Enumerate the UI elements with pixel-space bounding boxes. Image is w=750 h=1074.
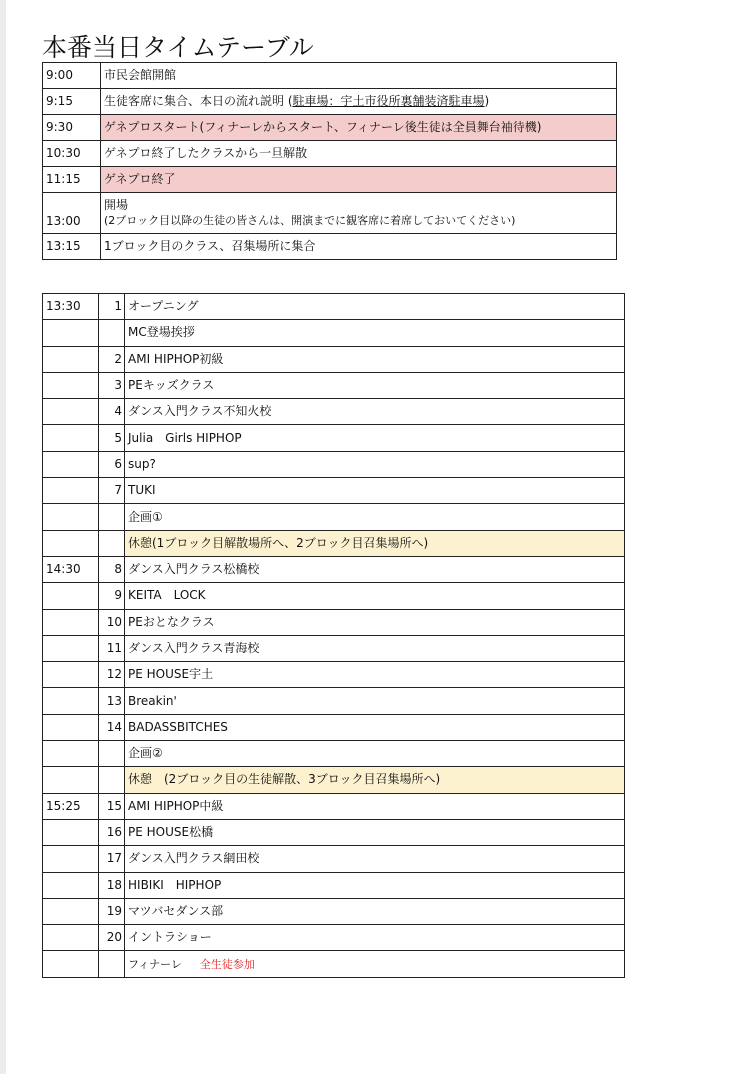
- order-number-cell: 8: [99, 556, 125, 582]
- time-cell: [43, 399, 99, 425]
- program-table: [42, 293, 625, 978]
- order-number-cell: 18: [99, 872, 125, 898]
- time-cell: 15:25: [43, 793, 99, 819]
- program-cell: ダンス入門クラス網田校: [125, 846, 625, 872]
- program-cell: HIBIKI HIPHOP: [125, 872, 625, 898]
- order-number-cell: [99, 530, 125, 556]
- table-row: [43, 425, 625, 451]
- time-cell: [43, 688, 99, 714]
- order-number-cell: 7: [99, 478, 125, 504]
- program-cell: ダンス入門クラス青海校: [125, 635, 625, 661]
- description-line: 開場: [104, 198, 129, 212]
- time-cell: 13:15: [43, 234, 101, 260]
- table-row: [43, 846, 625, 872]
- time-cell: [43, 741, 99, 767]
- program-cell: 休憩 (2ブロック目の生徒解散、3ブロック目召集場所へ): [125, 767, 625, 793]
- table-row: [43, 294, 625, 320]
- time-cell: [43, 425, 99, 451]
- document-page: [6, 0, 750, 1074]
- order-number-cell: 20: [99, 925, 125, 951]
- time-cell: [43, 346, 99, 372]
- order-number-cell: 19: [99, 898, 125, 924]
- order-number-cell: 15: [99, 793, 125, 819]
- table-row: [43, 819, 625, 845]
- program-cell: ダンス入門クラス不知火校: [125, 399, 625, 425]
- table-row: [43, 478, 625, 504]
- time-cell: [43, 662, 99, 688]
- table-row: [43, 898, 625, 924]
- table-row: [43, 504, 625, 530]
- program-cell: AMI HIPHOP中級: [125, 793, 625, 819]
- description-cell: ゲネプロスタート(フィナーレからスタート、フィナーレ後生徒は全員舞台袖待機): [101, 115, 617, 141]
- order-number-cell: 5: [99, 425, 125, 451]
- description-text-end: ): [484, 94, 490, 108]
- time-cell: [43, 819, 99, 845]
- table-row: [43, 320, 625, 346]
- program-cell: MC登場挨拶: [125, 320, 625, 346]
- program-cell: PEキッズクラス: [125, 372, 625, 398]
- order-number-cell: [99, 951, 125, 977]
- program-cell: [125, 951, 625, 977]
- order-number-cell: [99, 741, 125, 767]
- description-text: 生徒客席に集合、本日の流れ説明 (: [104, 94, 293, 108]
- table-row: [43, 167, 617, 193]
- table-row: [43, 234, 617, 260]
- order-number-cell: [99, 767, 125, 793]
- time-cell: 9:00: [43, 63, 101, 89]
- table-row: [43, 635, 625, 661]
- program-cell: AMI HIPHOP初級: [125, 346, 625, 372]
- program-cell: sup?: [125, 451, 625, 477]
- time-cell: 10:30: [43, 141, 101, 167]
- time-cell: 14:30: [43, 556, 99, 582]
- time-cell: [43, 609, 99, 635]
- table-row: [43, 662, 625, 688]
- order-number-cell: 12: [99, 662, 125, 688]
- order-number-cell: 3: [99, 372, 125, 398]
- time-cell: 13:30: [43, 294, 99, 320]
- program-cell: PE HOUSE松橋: [125, 819, 625, 845]
- table-row: [43, 925, 625, 951]
- description-cell: ゲネプロ終了したクラスから一旦解散: [101, 141, 617, 167]
- program-cell: 企画②: [125, 741, 625, 767]
- table-row: [43, 793, 625, 819]
- program-name: フィナーレ: [128, 957, 182, 971]
- time-cell: [43, 372, 99, 398]
- program-cell: ダンス入門クラス松橋校: [125, 556, 625, 582]
- table-row: [43, 767, 625, 793]
- program-cell: 休憩(1ブロック目解散場所へ、2ブロック目召集場所へ): [125, 530, 625, 556]
- time-cell: [43, 320, 99, 346]
- table-row: [43, 609, 625, 635]
- table-row: [43, 872, 625, 898]
- time-cell: [43, 635, 99, 661]
- order-number-cell: 10: [99, 609, 125, 635]
- table-row: [43, 583, 625, 609]
- order-number-cell: 13: [99, 688, 125, 714]
- description-line: (2ブロック目以降の生徒の皆さんは、開演までに観客席に着席しておいてください): [104, 214, 516, 227]
- order-number-cell: [99, 320, 125, 346]
- program-cell: PEおとなクラス: [125, 609, 625, 635]
- table-row: [43, 115, 617, 141]
- table-row: [43, 63, 617, 89]
- program-cell: マツバセダンス部: [125, 898, 625, 924]
- program-cell: PE HOUSE宇土: [125, 662, 625, 688]
- program-cell: オープニング: [125, 294, 625, 320]
- finale-note: 全生徒参加: [199, 957, 255, 971]
- table-row: [43, 530, 625, 556]
- program-cell: KEITA LOCK: [125, 583, 625, 609]
- time-cell: [43, 504, 99, 530]
- table-row: [43, 556, 625, 582]
- table-row: [43, 372, 625, 398]
- order-number-cell: 14: [99, 714, 125, 740]
- time-cell: [43, 530, 99, 556]
- time-cell: [43, 898, 99, 924]
- table-row: [43, 951, 625, 977]
- table-row: [43, 741, 625, 767]
- parking-note: 駐車場：宇土市役所裏舗装済駐車場: [292, 94, 485, 108]
- table-row: [43, 89, 617, 115]
- description-cell: [101, 193, 617, 234]
- time-cell: [43, 872, 99, 898]
- order-number-cell: 17: [99, 846, 125, 872]
- table-row: [43, 193, 617, 234]
- time-cell: [43, 583, 99, 609]
- time-cell: [43, 925, 99, 951]
- time-cell: [43, 451, 99, 477]
- time-cell: 11:15: [43, 167, 101, 193]
- table-row: [43, 141, 617, 167]
- time-cell: 9:30: [43, 115, 101, 141]
- order-number-cell: [99, 504, 125, 530]
- order-number-cell: 1: [99, 294, 125, 320]
- page-title: 本番当日タイムテーブル: [42, 33, 314, 62]
- program-cell: TUKI: [125, 478, 625, 504]
- time-cell: 9:15: [43, 89, 101, 115]
- time-cell: [43, 767, 99, 793]
- time-cell: [43, 714, 99, 740]
- time-cell: [43, 478, 99, 504]
- time-cell: [43, 846, 99, 872]
- morning-schedule-table: [42, 62, 617, 260]
- description-cell: [101, 89, 617, 115]
- program-cell: Breakin': [125, 688, 625, 714]
- program-cell: イントラショー: [125, 925, 625, 951]
- program-cell: 企画①: [125, 504, 625, 530]
- table-row: [43, 451, 625, 477]
- program-cell: BADASSBITCHES: [125, 714, 625, 740]
- order-number-cell: 2: [99, 346, 125, 372]
- description-cell: 1ブロック目のクラス、召集場所に集合: [101, 234, 617, 260]
- table-row: [43, 688, 625, 714]
- order-number-cell: 16: [99, 819, 125, 845]
- order-number-cell: 9: [99, 583, 125, 609]
- order-number-cell: 4: [99, 399, 125, 425]
- table-row: [43, 714, 625, 740]
- description-cell: 市民会館開館: [101, 63, 617, 89]
- order-number-cell: 6: [99, 451, 125, 477]
- time-cell: [43, 951, 99, 977]
- program-cell: Julia Girls HIPHOP: [125, 425, 625, 451]
- table-row: [43, 346, 625, 372]
- description-cell: ゲネプロ終了: [101, 167, 617, 193]
- order-number-cell: 11: [99, 635, 125, 661]
- table-row: [43, 399, 625, 425]
- time-cell: 13:00: [43, 193, 101, 234]
